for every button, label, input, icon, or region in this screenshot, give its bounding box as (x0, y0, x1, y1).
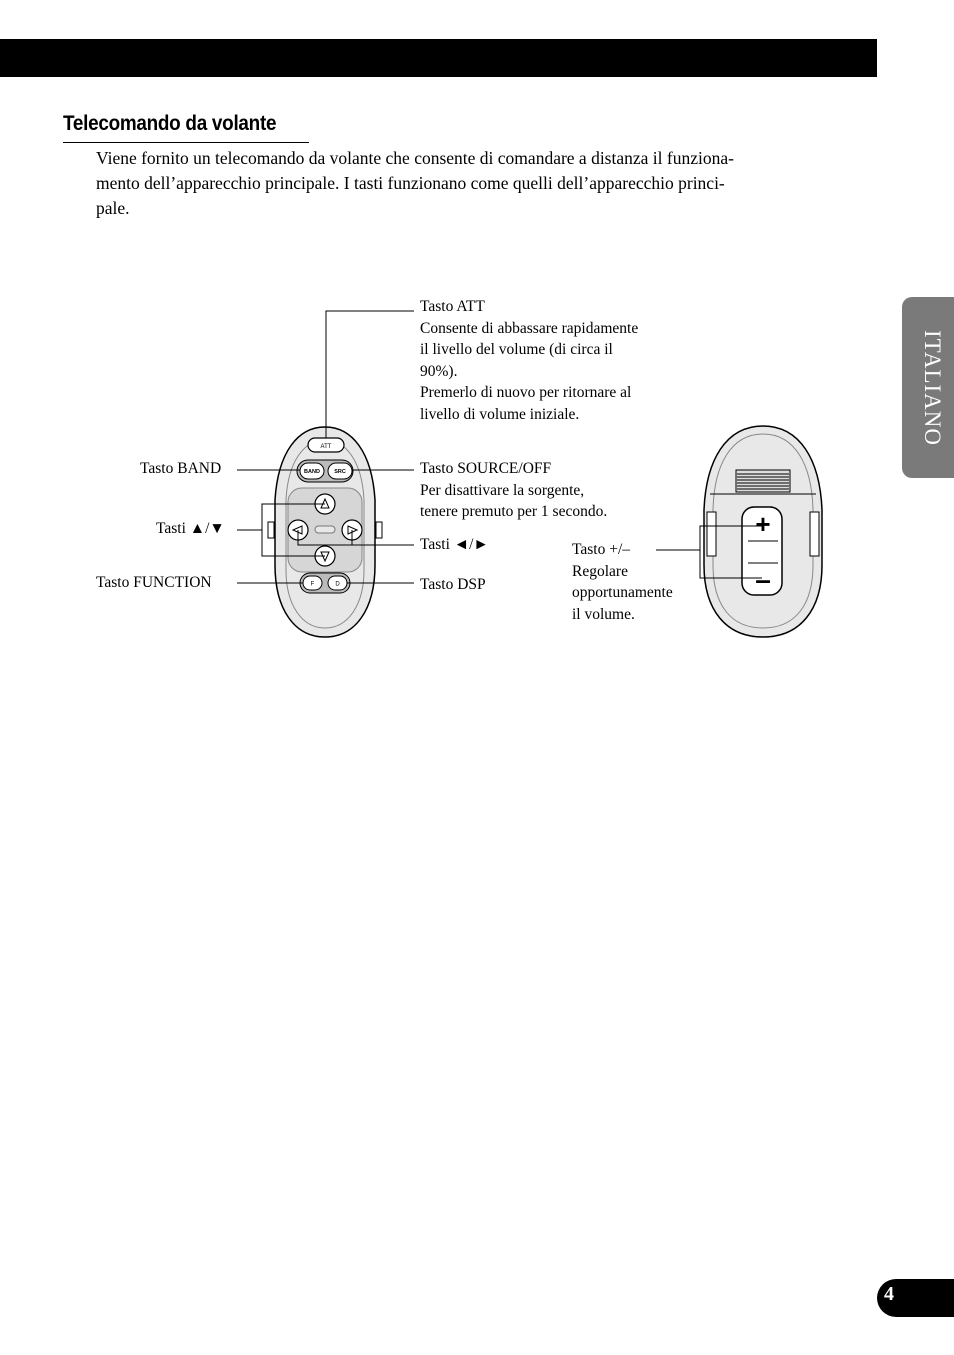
source-title: Tasto SOURCE/OFF (420, 460, 552, 477)
updown-callout: Tasti ▲/▼ (156, 520, 225, 537)
volume-title: Tasto +/– (572, 541, 631, 558)
intro-line: pale. (96, 198, 130, 218)
leftright-callout: Tasti ◄/► (420, 536, 489, 553)
band-callout: Tasto BAND (140, 460, 222, 477)
volume-callout (572, 539, 673, 625)
intro-line: mento dell’apparecchio principale. I tasti funzionano come quelli dell’apparecchio princi- (96, 173, 725, 193)
src-button-label: SRC (334, 469, 346, 475)
att-desc-line: Consente di abbassare rapidamente (420, 319, 639, 337)
att-desc-line: 90%). (420, 362, 458, 380)
d-button-label: D (335, 581, 340, 588)
source-desc-line: Per disattivare la sorgente, (420, 481, 585, 499)
att-button-label: ATT (320, 444, 332, 450)
page-number: 4 (884, 1283, 894, 1305)
steering-remote-front (268, 427, 382, 637)
f-button-label: F (310, 581, 315, 588)
band-button-label: BAND (304, 469, 320, 475)
volume-desc-line: Regolare (572, 562, 628, 580)
att-desc-line: il livello del volume (di circa il (420, 341, 613, 358)
att-title: Tasto ATT (420, 298, 485, 315)
att-desc-line: livello di volume iniziale. (420, 405, 580, 423)
volume-desc-line: opportunamente (572, 584, 673, 601)
minus-icon: – (755, 564, 771, 595)
function-callout: Tasto FUNCTION (96, 574, 212, 591)
att-callout (420, 296, 638, 425)
plus-icon: + (755, 509, 771, 539)
section-heading: Telecomando da volante (63, 112, 277, 135)
steering-remote-back (656, 426, 822, 637)
language-label: ITALIANO (920, 329, 945, 447)
intro-line: Viene fornito un telecomando da volante che consente di comandare a distanza il funziona- (96, 148, 734, 168)
source-callout (420, 458, 607, 523)
volume-desc-line: il volume. (572, 605, 635, 623)
source-desc-line: tenere premuto per 1 secondo. (420, 503, 608, 520)
att-desc-line: Premerlo di nuovo per ritornare al (420, 384, 632, 401)
dsp-callout: Tasto DSP (420, 576, 486, 593)
